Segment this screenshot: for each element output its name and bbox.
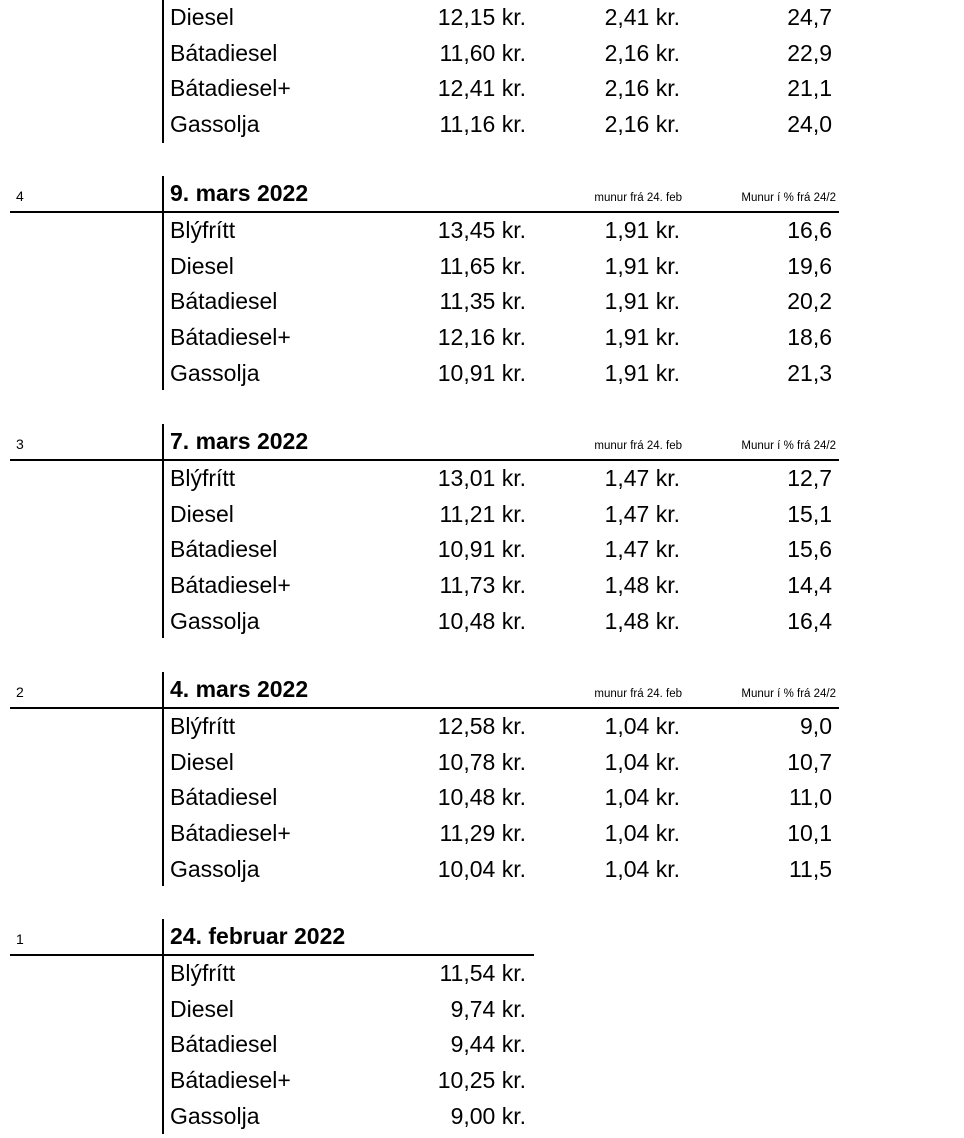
fuel-price: 10,48 kr. bbox=[437, 608, 526, 634]
fuel-name: Bátadiesel bbox=[170, 784, 278, 810]
price-difference: 2,16 kr. bbox=[604, 111, 680, 137]
table-row bbox=[0, 816, 964, 851]
table-row bbox=[0, 461, 964, 496]
fuel-price: 13,01 kr. bbox=[437, 465, 526, 491]
price-difference: 1,47 kr. bbox=[604, 536, 680, 562]
percent-difference: 20,2 bbox=[787, 288, 832, 314]
fuel-price: 12,16 kr. bbox=[437, 324, 526, 350]
fuel-name: Diesel bbox=[170, 749, 234, 775]
price-block bbox=[0, 176, 964, 391]
fuel-name: Gassolja bbox=[170, 608, 260, 634]
price-difference: 1,47 kr. bbox=[604, 501, 680, 527]
price-difference: 1,48 kr. bbox=[604, 572, 680, 598]
block-index: 4 bbox=[16, 188, 24, 204]
fuel-name: Gassolja bbox=[170, 1103, 260, 1129]
price-block bbox=[0, 672, 964, 887]
fuel-name: Blýfrítt bbox=[170, 713, 236, 739]
diff-column-header: munur frá 24. feb bbox=[594, 440, 682, 452]
fuel-price: 10,48 kr. bbox=[437, 784, 526, 810]
fuel-price: 11,21 kr. bbox=[439, 501, 526, 527]
fuel-price: 11,29 kr. bbox=[439, 820, 526, 846]
percent-difference: 15,1 bbox=[787, 501, 832, 527]
percent-difference: 16,6 bbox=[787, 217, 832, 243]
fuel-price: 10,04 kr. bbox=[437, 856, 526, 882]
percent-difference: 12,7 bbox=[787, 465, 832, 491]
fuel-name: Bátadiesel+ bbox=[170, 572, 291, 598]
table-row bbox=[0, 780, 964, 815]
percent-difference: 22,9 bbox=[787, 40, 832, 66]
percent-difference: 10,7 bbox=[787, 749, 832, 775]
fuel-name: Blýfrítt bbox=[170, 960, 236, 986]
table-row bbox=[0, 284, 964, 319]
fuel-name: Bátadiesel+ bbox=[170, 820, 291, 846]
fuel-name: Bátadiesel bbox=[170, 40, 278, 66]
fuel-name: Bátadiesel+ bbox=[170, 324, 291, 350]
price-difference: 2,16 kr. bbox=[604, 40, 680, 66]
fuel-price: 9,44 kr. bbox=[450, 1031, 526, 1057]
fuel-price: 9,00 kr. bbox=[450, 1103, 526, 1129]
fuel-price: 10,91 kr. bbox=[437, 536, 526, 562]
percent-difference: 18,6 bbox=[787, 324, 832, 350]
price-difference: 1,04 kr. bbox=[604, 820, 680, 846]
fuel-name: Blýfrítt bbox=[170, 217, 236, 243]
price-difference: 1,47 kr. bbox=[604, 465, 680, 491]
fuel-name: Gassolja bbox=[170, 856, 260, 882]
fuel-name: Bátadiesel+ bbox=[170, 1067, 291, 1093]
table-row bbox=[0, 709, 964, 744]
table-row bbox=[0, 0, 964, 35]
fuel-name: Bátadiesel+ bbox=[170, 75, 291, 101]
price-difference: 1,91 kr. bbox=[604, 324, 680, 350]
price-difference: 1,04 kr. bbox=[604, 713, 680, 739]
table-row bbox=[0, 852, 964, 887]
percent-column-header: Munur í % frá 24/2 bbox=[741, 192, 836, 204]
fuel-price: 10,78 kr. bbox=[437, 749, 526, 775]
percent-difference: 10,1 bbox=[787, 820, 832, 846]
fuel-name: Bátadiesel bbox=[170, 536, 278, 562]
fuel-name: Diesel bbox=[170, 4, 234, 30]
table-row bbox=[0, 956, 964, 991]
fuel-price: 11,54 kr. bbox=[439, 960, 526, 986]
table-row bbox=[0, 1027, 964, 1062]
table-row bbox=[0, 36, 964, 71]
table-row bbox=[0, 992, 964, 1027]
block-index: 1 bbox=[16, 931, 24, 947]
fuel-name: Blýfrítt bbox=[170, 465, 236, 491]
price-difference: 1,91 kr. bbox=[604, 288, 680, 314]
fuel-name: Diesel bbox=[170, 501, 234, 527]
table-row bbox=[0, 107, 964, 142]
block-index: 2 bbox=[16, 684, 24, 700]
fuel-price: 11,65 kr. bbox=[439, 253, 526, 279]
percent-difference: 16,4 bbox=[787, 608, 832, 634]
price-block bbox=[0, 424, 964, 639]
table-row bbox=[0, 356, 964, 391]
price-difference: 2,16 kr. bbox=[604, 75, 680, 101]
price-difference: 1,04 kr. bbox=[604, 784, 680, 810]
fuel-name: Bátadiesel bbox=[170, 288, 278, 314]
fuel-price: 12,41 kr. bbox=[437, 75, 526, 101]
price-difference: 1,48 kr. bbox=[604, 608, 680, 634]
block-date-title: 24. februar 2022 bbox=[170, 923, 346, 949]
percent-difference: 15,6 bbox=[787, 536, 832, 562]
table-row bbox=[0, 249, 964, 284]
fuel-name: Diesel bbox=[170, 253, 234, 279]
block-index: 3 bbox=[16, 436, 24, 452]
price-block-baseline bbox=[0, 919, 964, 1135]
fuel-price: 11,35 kr. bbox=[439, 288, 526, 314]
block-date-title: 9. mars 2022 bbox=[170, 180, 309, 206]
price-difference: 1,04 kr. bbox=[604, 856, 680, 882]
fuel-name: Diesel bbox=[170, 996, 234, 1022]
table-row bbox=[0, 532, 964, 567]
price-difference: 1,91 kr. bbox=[604, 253, 680, 279]
table-row bbox=[0, 497, 964, 532]
table-row bbox=[0, 1063, 964, 1098]
fuel-price: 10,25 kr. bbox=[437, 1067, 526, 1093]
fuel-price: 11,73 kr. bbox=[439, 572, 526, 598]
fuel-price: 12,58 kr. bbox=[437, 713, 526, 739]
percent-difference: 11,0 bbox=[788, 784, 832, 810]
table-row bbox=[0, 71, 964, 106]
fuel-name: Bátadiesel bbox=[170, 1031, 278, 1057]
diff-column-header: munur frá 24. feb bbox=[594, 192, 682, 204]
percent-difference: 11,5 bbox=[788, 856, 832, 882]
fuel-price: 12,15 kr. bbox=[437, 4, 526, 30]
price-block-continued bbox=[0, 0, 964, 145]
diff-column-header: munur frá 24. feb bbox=[594, 688, 682, 700]
price-difference: 1,91 kr. bbox=[604, 217, 680, 243]
percent-difference: 9,0 bbox=[800, 713, 832, 739]
percent-column-header: Munur í % frá 24/2 bbox=[741, 688, 836, 700]
fuel-name: Gassolja bbox=[170, 360, 260, 386]
block-date-title: 7. mars 2022 bbox=[170, 428, 309, 454]
fuel-price: 13,45 kr. bbox=[437, 217, 526, 243]
percent-difference: 19,6 bbox=[787, 253, 832, 279]
percent-difference: 14,4 bbox=[787, 572, 832, 598]
table-row bbox=[0, 213, 964, 248]
percent-difference: 21,1 bbox=[787, 75, 832, 101]
fuel-price: 9,74 kr. bbox=[450, 996, 526, 1022]
fuel-name: Gassolja bbox=[170, 111, 260, 137]
table-row bbox=[0, 320, 964, 355]
table-row bbox=[0, 745, 964, 780]
fuel-price: 11,16 kr. bbox=[439, 111, 526, 137]
price-difference: 1,91 kr. bbox=[604, 360, 680, 386]
fuel-price: 11,60 kr. bbox=[439, 40, 526, 66]
percent-column-header: Munur í % frá 24/2 bbox=[741, 440, 836, 452]
percent-difference: 24,0 bbox=[787, 111, 832, 137]
table-row bbox=[0, 604, 964, 639]
price-difference: 1,04 kr. bbox=[604, 749, 680, 775]
percent-difference: 24,7 bbox=[787, 4, 832, 30]
fuel-price: 10,91 kr. bbox=[437, 360, 526, 386]
percent-difference: 21,3 bbox=[787, 360, 832, 386]
table-row bbox=[0, 1099, 964, 1134]
table-row bbox=[0, 568, 964, 603]
price-difference: 2,41 kr. bbox=[604, 4, 680, 30]
block-date-title: 4. mars 2022 bbox=[170, 676, 309, 702]
